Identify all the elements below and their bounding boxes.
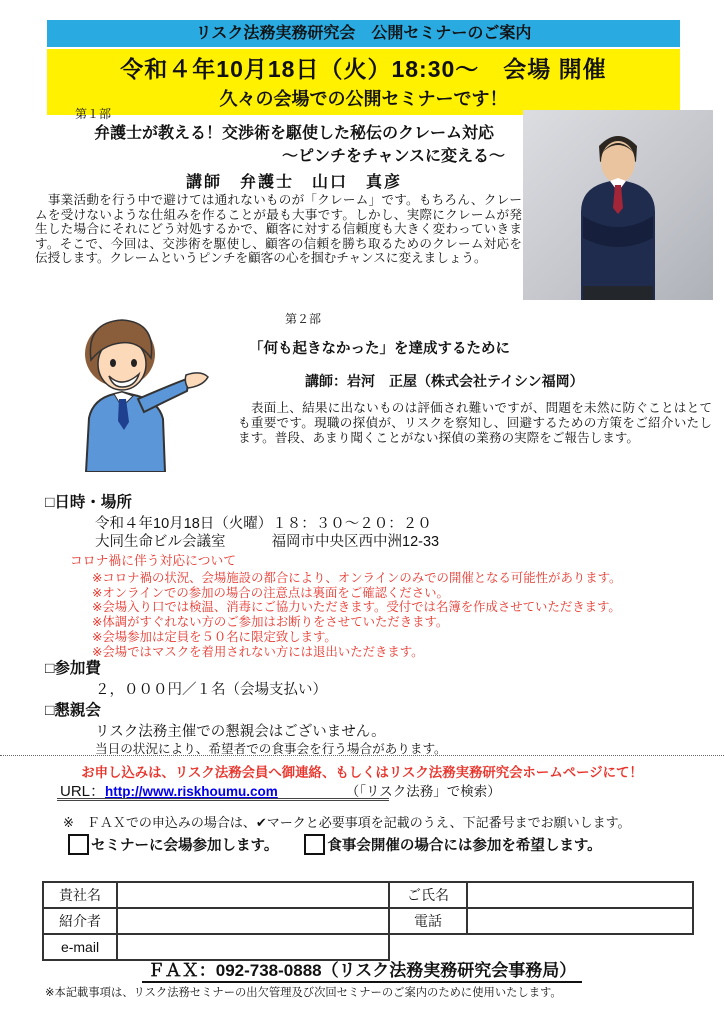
url-label: URL： bbox=[60, 783, 106, 800]
phone-label: 電話 bbox=[389, 908, 467, 934]
party-line2: 当日の状況により、希望者での食事会を行う場合があります。 bbox=[95, 742, 447, 756]
banner-title: リスク法務実務研究会 公開セミナーのご案内 bbox=[47, 20, 680, 47]
dotted-divider bbox=[0, 755, 724, 756]
fax-instruction: ※ ＦＡＸでの申込みの場合は、✔マークと必要事項を記載のうえ、下記番号までお願いします。 bbox=[63, 815, 631, 830]
checkbox-row bbox=[68, 834, 602, 855]
part1-subtitle: ～ピンチをチャンスに変える～ bbox=[281, 148, 505, 165]
corona-notice bbox=[70, 550, 621, 659]
table-row bbox=[43, 882, 693, 908]
corona-note: ※オンラインでの参加の場合の注意点は裏面をご確認ください。 bbox=[92, 585, 449, 600]
corona-items bbox=[92, 571, 621, 659]
party-heading: □懇親会 bbox=[45, 702, 101, 719]
venue-line bbox=[95, 530, 439, 551]
apply-notice: お申し込みは、リスク法務会員へ御連絡、もしくはリスク法務実務研究会ホームページにて！ bbox=[81, 765, 643, 780]
phone-field[interactable] bbox=[467, 908, 693, 934]
header-banner bbox=[47, 20, 680, 115]
banner-subtitle: 久々の会場での公開セミナーです！ bbox=[219, 89, 508, 109]
datetime-heading: □日時・場所 bbox=[45, 494, 132, 511]
attend-seminar-checkbox[interactable] bbox=[68, 834, 89, 855]
venue-name: 大同生命ビル会議室 bbox=[95, 534, 226, 550]
part2-label: 第２部 bbox=[285, 312, 322, 326]
corona-note: ※体調がすぐれない方のご参加はお断りをさせていただきます。 bbox=[92, 615, 449, 630]
introducer-field[interactable] bbox=[117, 908, 389, 934]
banner-date-block bbox=[47, 49, 680, 115]
table-row bbox=[43, 908, 693, 934]
corona-note: ※会場参加は定員を５０名に限定致します。 bbox=[92, 629, 337, 644]
contact-name-field[interactable] bbox=[467, 882, 693, 908]
datetime-value: 令和４年10月18日（火曜）１８：３０～２０：２０ bbox=[95, 516, 432, 532]
cartoon-presenter-illustration bbox=[58, 306, 220, 472]
contact-name-label: ご氏名 bbox=[389, 882, 467, 908]
part2-lecturer: 講師：岩河 正屋（株式会社テイシン福岡） bbox=[305, 373, 584, 389]
banner-date: 令和４年10月18日（火）18:30～ 会場 開催 bbox=[120, 56, 607, 82]
venue-address: 福岡市中央区西中洲12-33 bbox=[271, 534, 440, 550]
fee-value: ２，０００円／１名（会場支払い） bbox=[95, 682, 327, 698]
lecturer-photo-image bbox=[523, 110, 713, 300]
part1-lecturer: 講師 弁護士 山口 真彦 bbox=[185, 174, 402, 191]
lecturer-photo bbox=[523, 110, 713, 300]
part1-description: 事業活動を行う中で避けては通れないものが「クレーム」です。もちろん、クレームを受けないような仕組みを作ることが最も大事です。しかし、実際にクレームが発生した場合にそれにどう対処するかで、顧客に対する信頼度も大きく変わっていきます。そこで、今回は、交渉術を駆使し、顧客の信頼を勝ち取るためのクレーム対応を伝授します。クレームというピンチを顧客の心を掴むチャンスに変えましょう。 bbox=[35, 193, 522, 266]
cartoon-presenter-image bbox=[58, 306, 220, 472]
privacy-footnote: ※本記載事項は、リスク法務セミナーの出欠管理及び次回セミナーのご案内のために使用いたします。 bbox=[45, 987, 562, 999]
introducer-label: 紹介者 bbox=[43, 908, 117, 934]
corona-note: ※コロナ禍の状況、会場施設の都合により、オンラインのみでの開催となる可能性があります。 bbox=[92, 571, 622, 585]
fee-heading: □参加費 bbox=[45, 660, 101, 677]
part1-title: 弁護士が教える！交渉術を駆使した秘伝のクレーム対応 bbox=[93, 125, 494, 142]
attend-dinner-checkbox[interactable] bbox=[304, 834, 325, 855]
url-search-note: （「リスク法務」で検索） bbox=[345, 784, 501, 799]
corona-note: ※会場ではマスクを着用されない方には退出いただきます。 bbox=[92, 644, 424, 659]
company-name-field[interactable] bbox=[117, 882, 389, 908]
fax-number: ＦＡＸ：092-738-0888（リスク法務実務研究会事務局） bbox=[142, 961, 583, 983]
party-line1: リスク法務主催での懇親会はございません。 bbox=[95, 724, 386, 740]
corona-heading: コロナ禍に伴う対応について bbox=[70, 553, 237, 568]
attend-seminar-label: セミナーに会場参加します。 bbox=[91, 838, 279, 854]
homepage-link[interactable]: http://www.riskhoumu.com bbox=[105, 784, 278, 799]
attend-dinner-label: 食事会開催の場合には参加を希望します。 bbox=[327, 838, 602, 854]
fax-form-table bbox=[42, 881, 694, 961]
part1-title-block bbox=[55, 120, 533, 192]
company-name-label: 貴社名 bbox=[43, 882, 117, 908]
email-label: e-mail bbox=[43, 934, 117, 960]
url-underline-rule bbox=[57, 798, 389, 801]
part2-description: 表面上、結果に出ないものは評価され難いですが、問題を未然に防ぐことはとても重要です。現職の探偵が、リスクを察知し、回避するための方策をご紹介いたします。普段、あまり聞くことがない探偵の業務の実際をご報告します。 bbox=[238, 401, 712, 445]
fax-number-line bbox=[0, 956, 724, 981]
corona-note: ※会場入り口では検温、消毒にご協力いただきます。受付では名簿を作成させていただきます。 bbox=[92, 600, 621, 615]
part1-label: 第１部 bbox=[75, 107, 112, 121]
part2-title: 「何も起きなかった」を達成するために bbox=[249, 341, 510, 357]
